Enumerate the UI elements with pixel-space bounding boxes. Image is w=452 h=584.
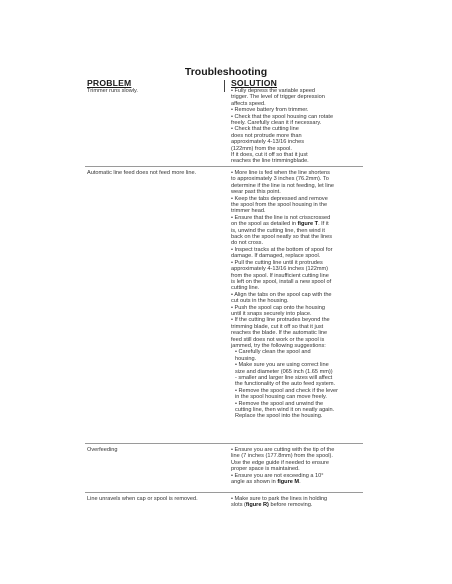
figure-m-reference: figure M [277, 479, 300, 486]
solution-overfeeding [231, 447, 359, 485]
solution-item: • Keep the tabs depressed and remove the spool from the spool housing in the trimmer head. [231, 195, 328, 215]
solution-item: • Pull the cutting line until it protrudes approximately 4-13/16 inches (122mm) from the spool. If insufficient cutting line is left on the spool, install a new spool of cutting line. [231, 259, 332, 292]
solution-text: . [299, 479, 301, 486]
figure-r-reference: figure R) [245, 502, 269, 509]
solution-subitem: • Make sure you are using correct line size and diameter (065 inch (1.65 mm)) - smaller and larger line sizes will affect the functionality of the auto feed system. [235, 362, 336, 388]
solution-subitem: • Remove the spool and check if the lever in the spool housing can move freely. [235, 387, 339, 401]
solution-text: • Ensure you are not exceeding a 10° angle as shown in [231, 472, 324, 486]
solution-item: • Check that the spool housing can rotate freely. Carefully clean it if necessary. [231, 113, 334, 127]
solution-subitem: • Carefully clean the spool and housing. [235, 349, 311, 362]
solution-item: • Remove battery from trimmer. [231, 107, 309, 114]
row-divider [85, 443, 363, 444]
problem-header: PROBLEM [87, 78, 132, 88]
solution-text: . If it is, unwind the cutting line, then wind it back on the spool neatly so that the lines do not cross. [231, 221, 333, 247]
page-title: Troubleshooting [184, 66, 268, 78]
solution-item: • Inspect tracks at the bottom of spool for damage. If damaged, replace spool. [231, 246, 333, 260]
solution-item: • More line is fed when the line shortens to approximately 3 inches (76.2mm). To determine if the line is not feeding, let line wear past this point. [231, 170, 334, 196]
problem-line-unravels: Line unravels when cap or spool is removed. [87, 496, 198, 502]
solution-item: • Check that the cutting line does not protrude more than approximately 4-13/16 inches (122mm) from the spool. If it does, cut it off so that it just reaches the line trimmingblade. [231, 126, 309, 165]
row-divider [85, 166, 363, 167]
figure-t-reference: figure T [297, 221, 319, 228]
problem-overfeeding: Overfeeding [87, 447, 118, 453]
solution-line-unravels [231, 496, 359, 509]
solution-subitem: • Remove the spool and unwind the cutting line, then wind it on neatly again. Replace the spool into the housing. [235, 400, 335, 420]
solution-item: • If the cutting line protrudes beyond the trimming blade, cut it off so that it just reaches the blade. If the automatic line feed still does not work or the spool is jammed, try the following suggestions: [231, 317, 330, 349]
row-divider [85, 492, 363, 493]
solution-item: • Fully depress the variable speed trigger. The level of trigger depression affects speed. [231, 88, 325, 107]
solution-header: SOLUTION [231, 78, 277, 88]
solution-item: • Push the spool cap onto the housing until it snaps securely into place. [231, 304, 326, 317]
solution-line-feed [231, 170, 359, 420]
solution-text: before removing. [268, 502, 313, 509]
header-divider [224, 80, 225, 92]
solution-text: • Make sure to park the lines in holding slots ( [231, 496, 328, 509]
solution-item [231, 496, 359, 509]
solution-trimmer-runs-slowly [231, 88, 359, 165]
solution-item [231, 473, 359, 486]
solution-item [231, 215, 359, 247]
solution-item: • Ensure you are cutting with the tip of the line (7 inches (177.8mm) from the spool). Use the edge guide if needed to ensure proper space is maintained. [231, 447, 335, 473]
solution-item: • Align the tabs on the spool cap with the cut outs in the housing. [231, 291, 332, 305]
solution-text: • Ensure that the line is not crisscrossed on the spool as detailed in [231, 214, 331, 228]
problem-trimmer-runs-slowly: Trimmer runs slowly. [87, 88, 138, 94]
problem-line-feed: Automatic line feed does not feed more line. [87, 170, 197, 176]
